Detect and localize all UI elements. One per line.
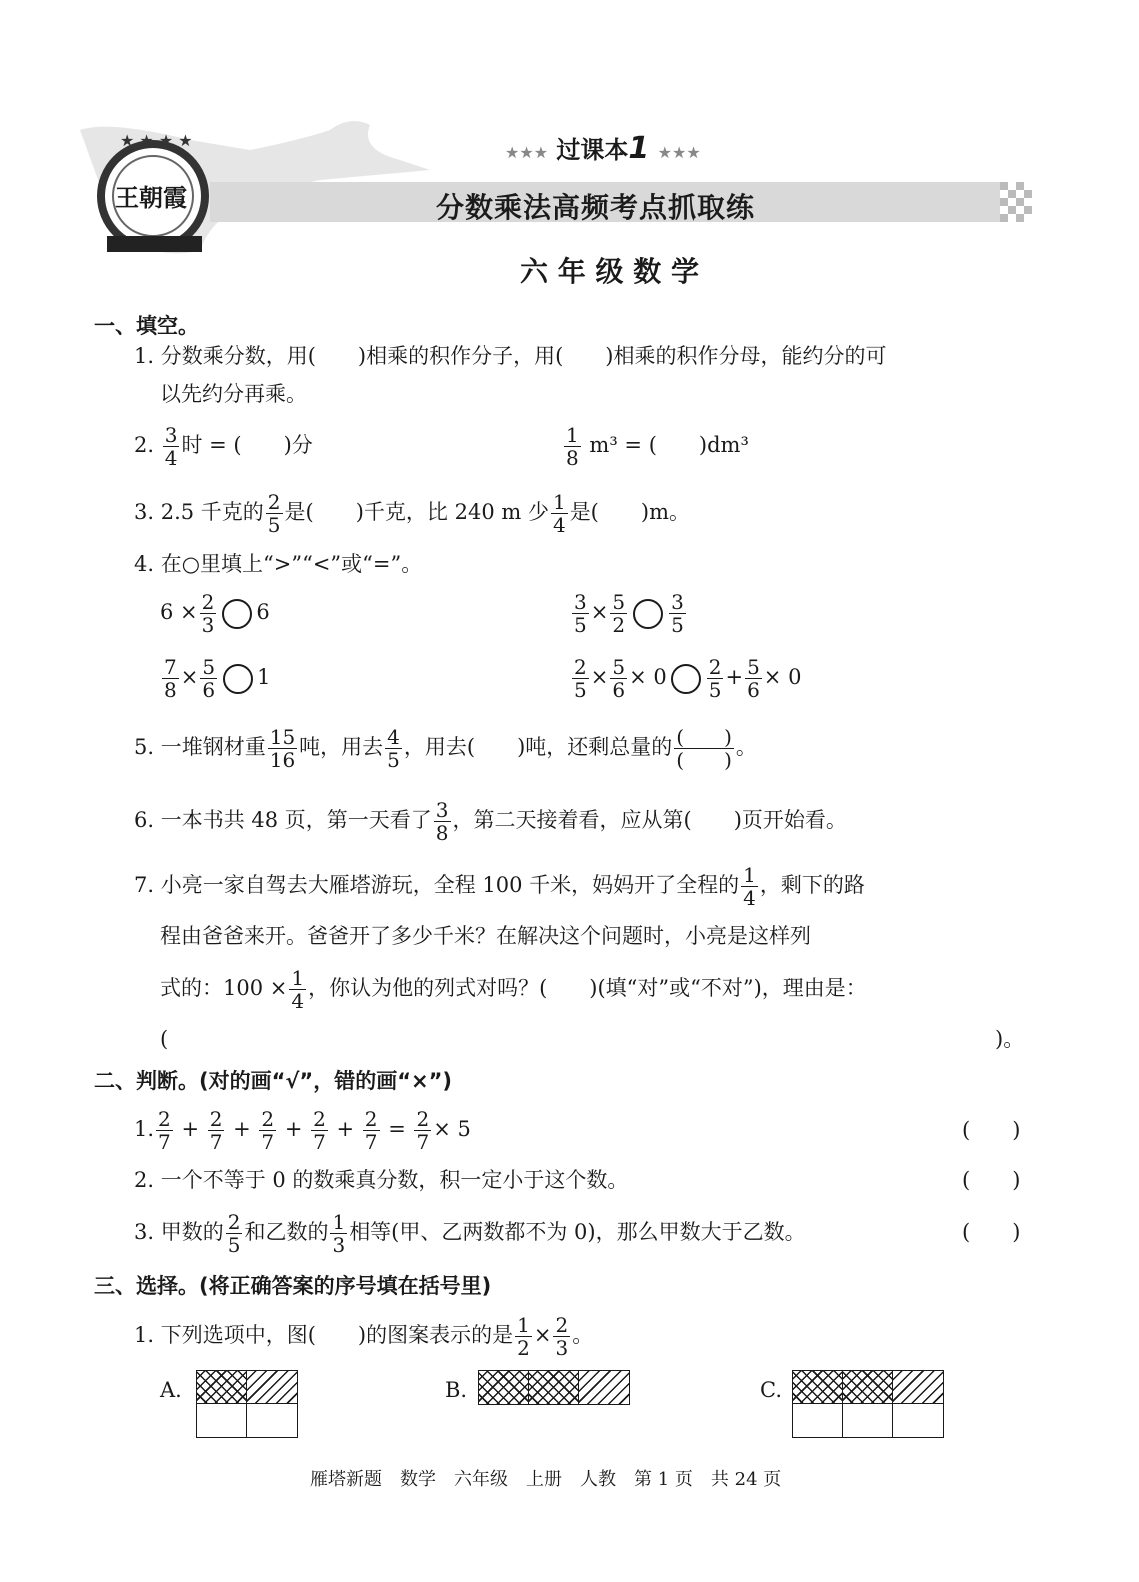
- section-2-title: 二、判断。(对的画“√”，错的画“×”): [94, 1069, 453, 1093]
- blank-fraction[interactable]: $\frac{( )}{( )}$: [676, 725, 732, 772]
- logo-text: 王朝霞: [115, 184, 187, 212]
- s3-q1: 1. 下列选项中，图( )的图案表示的是 $\frac{1}{2}$ × $\frac{2}{3}$ 。: [134, 1313, 594, 1360]
- fraction-3-4: $\frac{3}{4}$: [164, 423, 178, 470]
- fraction-1-4: $\frac{1}{4}$: [552, 490, 566, 537]
- compare-circle[interactable]: [633, 599, 663, 629]
- series-label: 过课本: [556, 136, 629, 164]
- section-3-title: 三、选择。(将正确答案的序号填在括号里): [94, 1274, 492, 1298]
- q4c: $\frac{7}{8}$ × $\frac{5}{6}$ 1: [164, 655, 271, 702]
- q5: 5. 一堆钢材重 $\frac{15}{16}$ 吨，用去 $\frac{4}{5}$ ，用去( )吨，还剩总量的 $\frac{( )}{( )}$ 。: [134, 725, 757, 772]
- s2-q1: 1. $\frac{2}{7}$ + $\frac{2}{7}$ + $\frac{2}{7}$ + $\frac{2}{7}$ + $\frac{2}{7}$ = $\frac{2}{7}$ × 5: [134, 1107, 471, 1154]
- s2-q3: 3. 甲数的 $\frac{2}{5}$ 和乙数的 $\frac{1}{3}$ 相等(甲、乙两数都不为 0)，那么甲数大于乙数。: [134, 1210, 806, 1257]
- answer-paren-2[interactable]: ( ): [962, 1168, 1021, 1192]
- q6: 6. 一本书共 48 页，第一天看了 $\frac{3}{8}$ ，第二天接着看，应从第( )页开始看。: [134, 798, 847, 845]
- q3: 3. 2.5 千克的 $\frac{2}{5}$ 是( )千克，比 240 m 少 $\frac{1}{4}$ 是( )m。: [134, 490, 690, 537]
- q1-line1: 1. 分数乘分数，用( )相乘的积作分子，用( )相乘的积作分母，能约分的可: [134, 344, 887, 368]
- series-number: 1: [628, 131, 650, 166]
- compare-circle[interactable]: [671, 664, 701, 694]
- stars-left: ★★★: [505, 143, 549, 162]
- q4-title: 4. 在○里填上“>”“<”或“=”。: [134, 552, 423, 576]
- option-b-label[interactable]: B.: [445, 1378, 468, 1402]
- option-a-figure[interactable]: [196, 1370, 298, 1438]
- q2-left: [134, 420, 313, 470]
- compare-circle[interactable]: [223, 664, 253, 694]
- option-a-label[interactable]: A.: [160, 1378, 182, 1402]
- answer-paren-3[interactable]: ( ): [962, 1220, 1021, 1244]
- q7-open-paren: (: [160, 1027, 169, 1051]
- section-1-title: 一、填空。: [94, 314, 199, 338]
- fraction-1-8: $\frac{1}{8}$: [566, 423, 579, 470]
- svg-text:★ ★ ★ ★: ★ ★ ★ ★: [120, 131, 193, 150]
- stars-right: ★★★: [657, 143, 701, 162]
- page-footer: 雁塔新题 数学 六年级 上册 人教 第 1 页 共 24 页: [310, 1469, 782, 1490]
- banner-title: 分数乘法高频考点抓取练: [436, 191, 756, 224]
- s2-q2: 2. 一个不等于 0 的数乘真分数，积一定小于这个数。: [134, 1168, 629, 1192]
- q4d: $\frac{2}{5}$ × $\frac{5}{6}$ × 0 $\frac{2}{5}$ + $\frac{5}{6}$ × 0: [574, 655, 802, 702]
- option-c-label[interactable]: C.: [760, 1378, 782, 1402]
- q2-text: 时 = ( )分: [181, 433, 313, 457]
- q1-line2: 以先约分再乘。: [160, 382, 307, 406]
- option-c-figure[interactable]: [792, 1370, 944, 1438]
- page-title: 六 年 级 数 学: [520, 255, 699, 288]
- q2-num: 2.: [134, 433, 155, 457]
- q7-line1: 7. 小亮一家自驾去大雁塔游玩，全程 100 千米，妈妈开了全程的 $\frac{1}{4}$ ，剩下的路: [134, 863, 865, 910]
- answer-paren-1[interactable]: ( ): [962, 1118, 1021, 1142]
- series-title: [505, 130, 701, 166]
- q4b: $\frac{3}{5}$ × $\frac{5}{2}$ $\frac{3}{5}$: [574, 590, 684, 637]
- q7-line3: 式的：100 × $\frac{1}{4}$ ，你认为他的列式对吗？( )(填“对”或“不对”)，理由是：: [160, 966, 867, 1013]
- q2-right: [562, 420, 749, 470]
- option-b-figure[interactable]: [478, 1370, 630, 1405]
- q2b-text: m³ = ( )dm³: [589, 433, 749, 457]
- logo: [95, 128, 215, 258]
- fraction-2-5: $\frac{2}{5}$: [267, 490, 281, 537]
- q7-line2: 程由爸爸来开。爸爸开了多少千米？在解决这个问题时，小亮是这样列: [160, 924, 811, 948]
- q7-close-paren: )。: [995, 1027, 1025, 1051]
- q4a: 6 × $\frac{2}{3}$ 6: [160, 590, 270, 637]
- compare-circle[interactable]: [222, 599, 252, 629]
